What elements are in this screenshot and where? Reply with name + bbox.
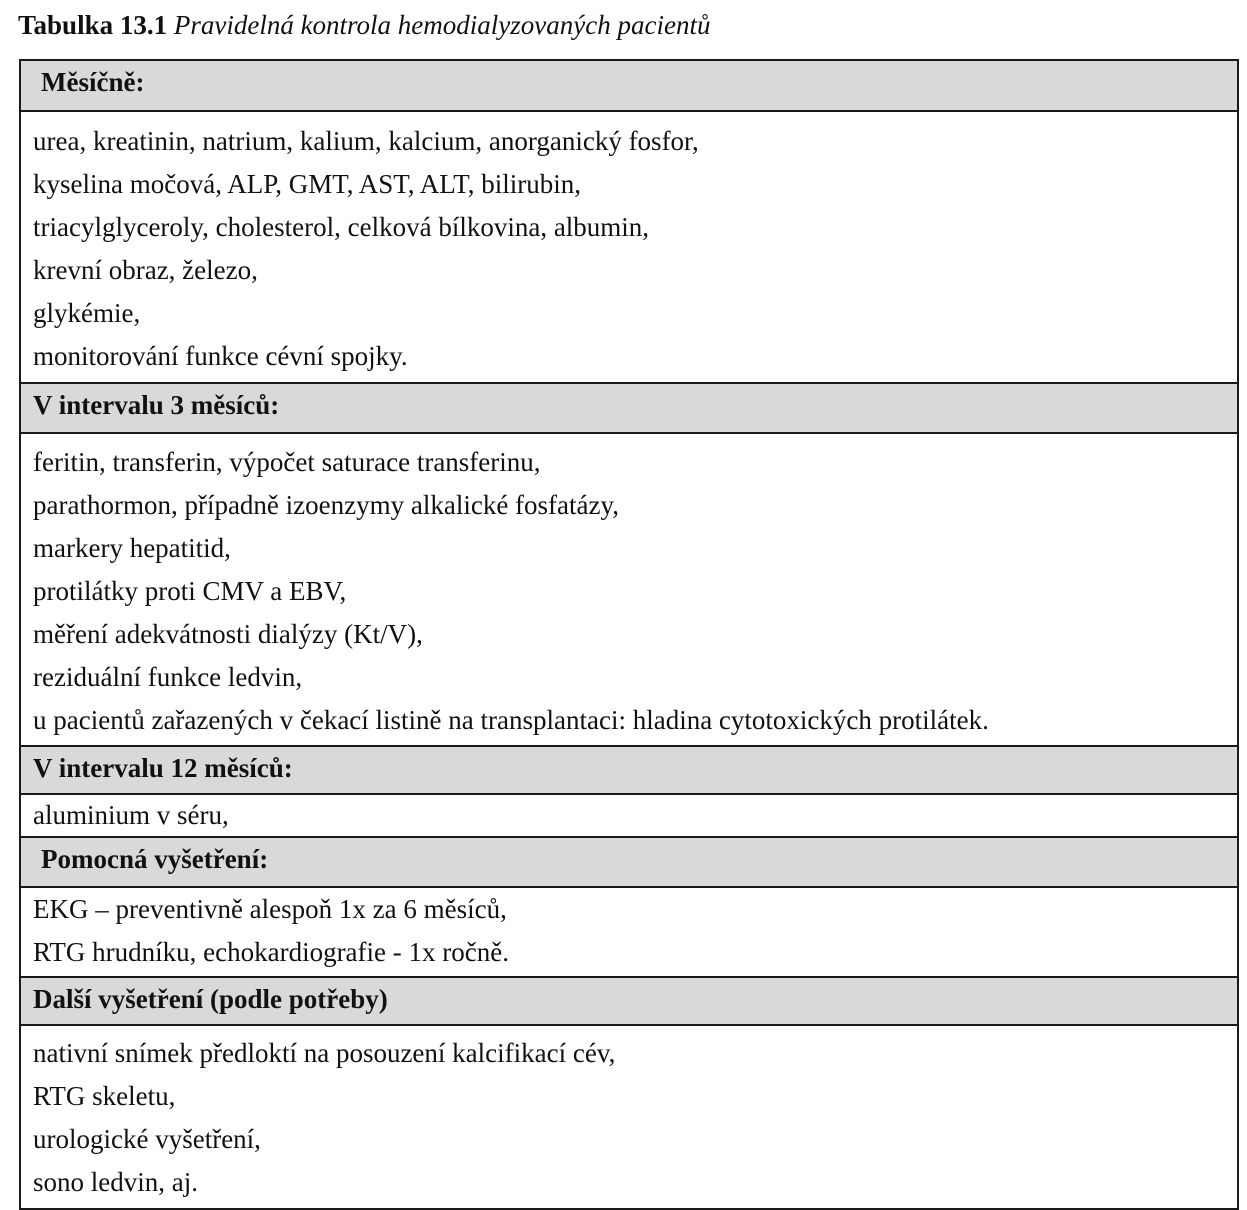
list-item: protilátky proti CMV a EBV, (33, 576, 347, 606)
list-item: urea, kreatinin, natrium, kalium, kalcium, anorganický fosfor, (33, 126, 699, 156)
list-item: glykémie, (33, 298, 141, 328)
section-3-months (21, 384, 1237, 747)
list-item: reziduální funkce ledvin, (33, 662, 303, 692)
table-caption (18, 8, 710, 42)
section-header: Další vyšetření (podle potřeby) (21, 978, 1237, 1026)
list-item: feritin, transferin, výpočet saturace transferinu, (33, 447, 541, 477)
list-item: parathormon, případně izoenzymy alkalické fosfatázy, (33, 490, 619, 520)
section-header: V intervalu 3 měsíců: (21, 384, 1237, 434)
table-title: Pravidelná kontrola hemodialyzovaných pacientů (173, 10, 711, 40)
list-item: RTG skeletu, (33, 1081, 176, 1111)
list-item: EKG – preventivně alespoň 1x za 6 měsíců, (33, 894, 507, 924)
section-body (21, 434, 1237, 747)
list-item: markery hepatitid, (33, 533, 231, 563)
section-auxiliary-exams (21, 838, 1237, 978)
section-other-exams (21, 978, 1237, 1210)
checkup-table (19, 59, 1239, 1210)
section-monthly (21, 61, 1237, 384)
section-header: V intervalu 12 měsíců: (21, 747, 1237, 795)
table-number: Tabulka 13.1 (18, 10, 168, 40)
list-item: aluminium v séru, (33, 800, 229, 830)
section-body (21, 1026, 1237, 1210)
list-item: sono ledvin, aj. (33, 1167, 198, 1197)
section-header: Měsíčně: (21, 61, 1237, 112)
list-item: triacylglyceroly, cholesterol, celková bílkovina, albumin, (33, 212, 650, 242)
list-item: urologické vyšetření, (33, 1124, 261, 1154)
list-item: monitorování funkce cévní spojky. (33, 341, 408, 371)
section-12-months (21, 747, 1237, 838)
list-item: RTG hrudníku, echokardiografie - 1x ročně. (33, 937, 509, 967)
list-item: kyselina močová, ALP, GMT, AST, ALT, bilirubin, (33, 169, 581, 199)
section-body (21, 112, 1237, 384)
section-body (21, 795, 1237, 838)
list-item: u pacientů zařazených v čekací listině na transplantaci: hladina cytotoxických protilátek. (33, 705, 989, 735)
list-item: krevní obraz, železo, (33, 255, 258, 285)
list-item: měření adekvátnosti dialýzy (Kt/V), (33, 619, 423, 649)
section-header: Pomocná vyšetření: (21, 838, 1237, 888)
section-body (21, 888, 1237, 978)
list-item: nativní snímek předloktí na posouzení kalcifikací cév, (33, 1038, 616, 1068)
